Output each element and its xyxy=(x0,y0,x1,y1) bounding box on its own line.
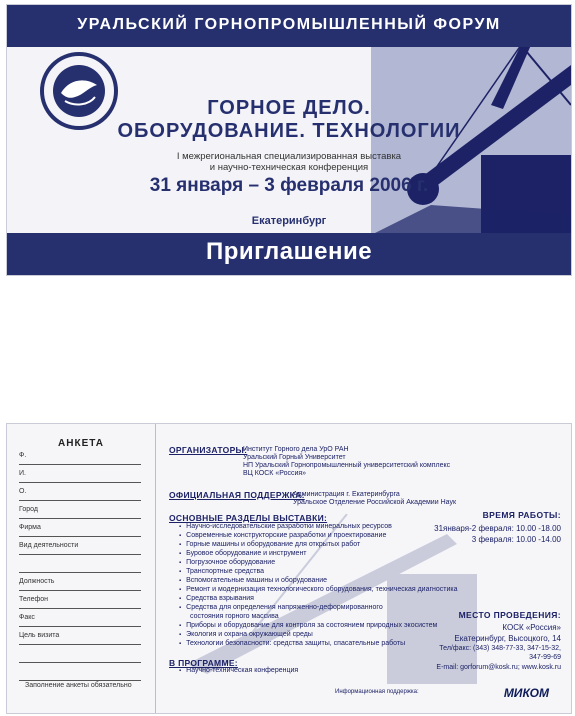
field-visit-purpose[interactable]: Цель визита xyxy=(19,632,141,645)
field-visit-extra2[interactable] xyxy=(19,668,141,681)
list-item: ▪ Буровое оборудование и инструмент xyxy=(179,550,307,557)
list-item: ▪ Вспомогательные машины и оборудование xyxy=(179,577,327,584)
invitation-card-front xyxy=(6,4,572,276)
venue-contacts: E-mail: gorforum@kosk.ru; www.kosk.ru xyxy=(436,664,561,671)
venue-address: Екатеринбург, Высоцкого, 14 xyxy=(454,634,561,643)
header-band xyxy=(7,5,571,47)
list-item-continuation: состояния горного массива xyxy=(190,613,279,620)
exhibition-title-line1: ГОРНОЕ ДЕЛО. xyxy=(207,97,371,119)
mikom-logo: МИКОМ xyxy=(503,686,549,700)
field-activity-extra[interactable] xyxy=(19,560,141,573)
subtitle-line1: I межрегиональная специализированная выставка xyxy=(176,151,402,162)
field-patronymic[interactable]: О. xyxy=(19,488,141,501)
venue-name: КОСК «Россия» xyxy=(502,623,561,632)
list-item: ▪ Ремонт и модернизация технологического оборудования, техническая диагностика xyxy=(179,586,458,593)
anketa-title: АНКЕТА xyxy=(58,438,104,449)
list-item: ▪ Средства для определения напряженно-деформированного xyxy=(179,604,383,611)
list-item: ▪ Приборы и оборудование для контроля за состоянием природных экосистем xyxy=(179,622,437,629)
field-surname[interactable]: Ф. xyxy=(19,452,141,465)
support-label: ОФИЦИАЛЬНАЯ ПОДДЕРЖКА: xyxy=(169,490,305,500)
field-fax[interactable]: Факс xyxy=(19,614,141,627)
anketa-note: Заполнение анкеты обязательно xyxy=(25,682,132,689)
exhibition-title-line2: ОБОРУДОВАНИЕ. ТЕХНОЛОГИИ xyxy=(117,120,461,142)
invitation-card-back xyxy=(6,423,572,714)
invitation-band xyxy=(7,233,571,275)
list-item: ▪ Научно-техническая конференция xyxy=(179,667,298,674)
list-item: ▪ Технологии безопасности: средства защиты, спасательные работы xyxy=(179,640,405,647)
organizer-line: Уральский Горный Университет xyxy=(243,454,346,461)
forum-title: УРАЛЬСКИЙ ГОРНОПРОМЫШЛЕННЫЙ ФОРУМ xyxy=(77,16,501,33)
venue-phone-extra: 347-99-69 xyxy=(529,654,561,661)
organizers-label: ОРГАНИЗАТОРЫ: xyxy=(169,445,248,455)
list-item: ▪ Погрузочное оборудование xyxy=(179,559,275,566)
field-position[interactable]: Должность xyxy=(19,578,141,591)
event-dates: 31 января – 3 февраля 2006 г. xyxy=(149,175,429,196)
subtitle-line2: и научно-техническая конференция xyxy=(209,162,369,173)
invitation-label: Приглашение xyxy=(205,238,373,265)
list-item: ▪ Транспортные средства xyxy=(179,568,264,575)
field-city[interactable]: Город xyxy=(19,506,141,519)
hours-label: ВРЕМЯ РАБОТЫ: xyxy=(482,510,561,520)
organizer-line: ВЦ КОСК «Россия» xyxy=(243,470,307,477)
field-activity[interactable]: Вид деятельности xyxy=(19,542,141,555)
list-item: ▪ Научно-исследовательские разработки минеральных ресурсов xyxy=(179,523,392,530)
field-phone[interactable]: Телефон xyxy=(19,596,141,609)
list-item: ▪ Горные машины и оборудование для открытых работ xyxy=(179,541,360,548)
hours-line1: 31января-2 февраля: 10.00 -18.00 xyxy=(434,524,561,533)
list-item: ▪ Экология и охрана окружающей среды xyxy=(179,631,313,638)
organizer-line: Институт Горного дела УрО РАН xyxy=(243,446,349,453)
field-name[interactable]: И. xyxy=(19,470,141,483)
info-support-label: Информационная поддержка: xyxy=(335,689,419,695)
field-visit-extra1[interactable] xyxy=(19,650,141,663)
support-line: Администрация г. Екатеринбурга xyxy=(293,491,400,498)
event-city: Екатеринбург xyxy=(251,215,327,227)
anketa-form xyxy=(7,424,156,713)
hours-line2: 3 февраля: 10.00 -14.00 xyxy=(471,535,561,544)
venue-phone: Тел/факс: (343) 348-77-33, 347-15-32, xyxy=(439,645,561,652)
list-item: ▪ Современные конструкторские разработки и проектирование xyxy=(179,532,386,539)
support-line: Уральское Отделение Российской Академии Наук xyxy=(293,499,457,506)
program-label: В ПРОГРАММЕ: xyxy=(169,658,238,668)
venue-label: МЕСТО ПРОВЕДЕНИЯ: xyxy=(458,610,561,620)
list-item: ▪ Средства взрывания xyxy=(179,595,254,602)
organizer-line: НП Уральский Горнопромышленный университетский комплекс xyxy=(243,462,451,469)
field-company[interactable]: Фирма xyxy=(19,524,141,537)
sections-label: ОСНОВНЫЕ РАЗДЕЛЫ ВЫСТАВКИ: xyxy=(169,513,328,523)
